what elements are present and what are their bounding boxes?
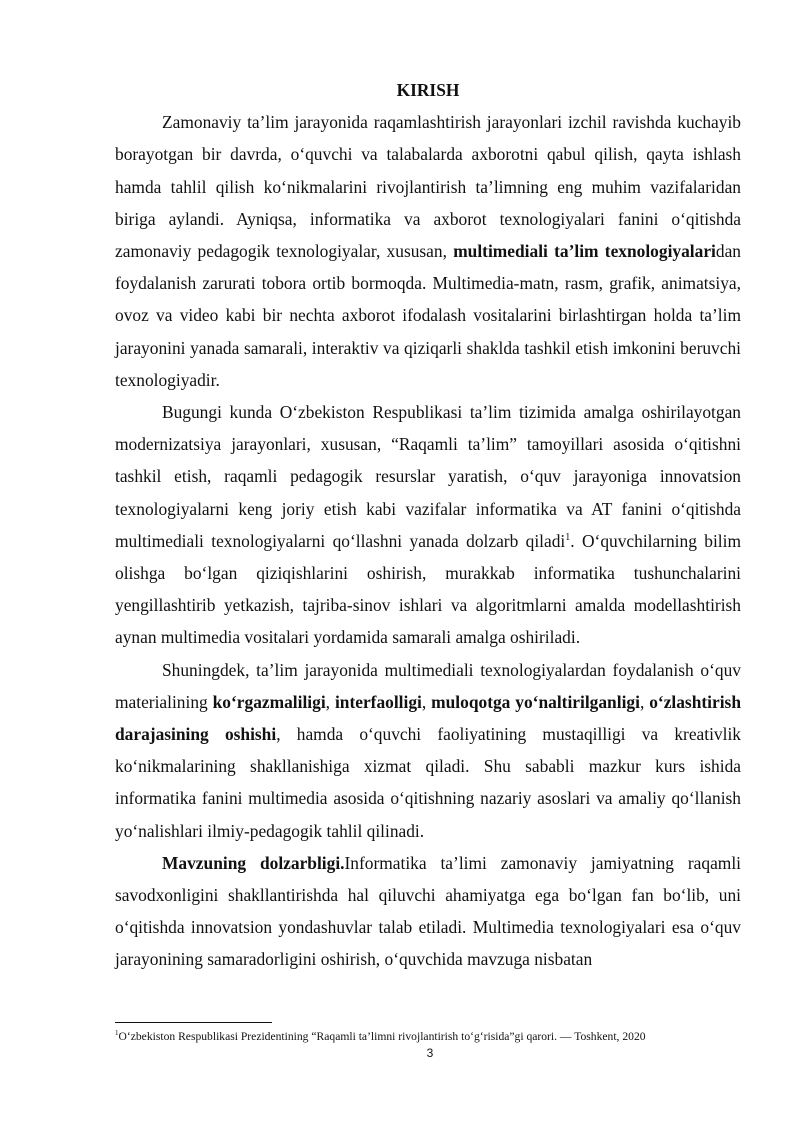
- page-number: 3: [426, 1046, 434, 1060]
- bold-lead-in: Mavzuning dolzarbligi.: [162, 852, 345, 873]
- footnote-reference[interactable]: 1: [565, 532, 571, 544]
- bold-term: ko‘rgazmaliligi: [212, 691, 326, 712]
- bold-term: muloqotga yo‘naltirilganligi: [431, 691, 640, 712]
- main-text: [115, 74, 741, 976]
- bold-term: o‘zlashtirish darajasining oshishi: [115, 691, 741, 745]
- footnote-text: O‘zbekiston Respublikasi Prezidentining “Raqamli ta’limni rivojlantirish to‘g‘risida”gi qarori. — Toshkent, 2020: [118, 1030, 646, 1043]
- footnote: [115, 1030, 755, 1044]
- separator: ,: [325, 691, 335, 712]
- paragraph-intro: [115, 106, 741, 396]
- text-run: . O‘quvchilarning bilim olishga bo‘lgan qiziqishlarini oshirish, murakkab informatika tushunchalarini yengillashtirib yetkazish, tajriba-sinov ishlari va algoritmlarni amalda modellashtirish aynan multimedia vositalari yordamida samarali amalga oshiriladi.: [115, 530, 741, 648]
- text-run: Informatika ta’limi zamonaviy jamiyatning raqamli savodxonligini shakllantirishda hal qiluvchi ahamiyatga ega bo‘lgan fan bo‘lib, uni o‘qitishda innovatsion yondashuvlar talab etiladi. Multimedia texnologiyalari esa o‘quv jarayonining samaradorligini oshirish, o‘quvchida mavzuga nisbatan: [115, 852, 741, 970]
- paragraph-relevance: [115, 847, 741, 976]
- text-run: Zamonaviy ta’lim jarayonida raqamlashtirish jarayonlari izchil ravishda kuchayib borayotgan bir davrda, o‘quvchi va talabalarda axborotni qabul qilish, qayta ishlash hamda tahlil qilish ko‘nikmalarini rivojlantirish ta’limning eng muhim vazifalaridan biriga aylandi. Ayniqsa, informatika va axborot texnologiyalari fanini o‘qitishda zamonaviy pedagogik texnologiyalar, xususan,: [115, 112, 741, 262]
- text-run: Bugungi kunda O‘zbekiston Respublikasi ta’lim tizimida amalga oshirilayotgan modernizatsiya jarayonlari, xususan, “Raqamli ta’lim” tamoyillari asosida o‘qitishni tashkil etish, raqamli pedagogik resurslar yaratish, o‘quv jarayoniga innovatsion texnologiyalarni keng joriy etish kabi vazifalar informatika va AT fanini o‘qitishda multimediali texnologiyalarni qo‘llashni yanada dolzarb qiladi: [115, 402, 741, 551]
- separator: ,: [421, 691, 432, 712]
- paragraph-benefits: [115, 654, 741, 847]
- separator: ,: [639, 691, 650, 712]
- footnote-separator: [115, 1022, 272, 1023]
- footnote-mark: 1: [115, 1029, 119, 1038]
- bold-term: interfaolligi: [334, 691, 422, 712]
- text-run: , hamda o‘quvchi faoliyatining mustaqilligi va kreativlik ko‘nikmalarining shakllanishiga xizmat qiladi. Shu sababli mazkur kurs ishida informatika fanini multimedia asosida o‘qitishning nazariy asoslari va amaliy qo‘llanish yo‘nalishlari ilmiy-pedagogik tahlil qilinadi.: [115, 724, 741, 841]
- paragraph-context: [115, 396, 741, 654]
- text-run: Shuningdek, ta’lim jarayonida multimediali texnologiyalardan foydalanish o‘quv materialining: [115, 659, 741, 712]
- bold-term: multimediali ta’lim texnologiyalari: [453, 241, 716, 262]
- text-run: dan foydalanish zarurati tobora ortib bormoqda. Multimedia-matn, rasm, grafik, animatsiya, ovoz va video kabi bir nechta axborot ifodalash vositalarini birlashtirgan holda ta’lim jarayonini yanada samarali, interaktiv va qiziqarli shaklda tashkil etish imkonini beruvchi texnologiyadir.: [115, 241, 741, 390]
- section-heading: KIRISH: [396, 80, 460, 100]
